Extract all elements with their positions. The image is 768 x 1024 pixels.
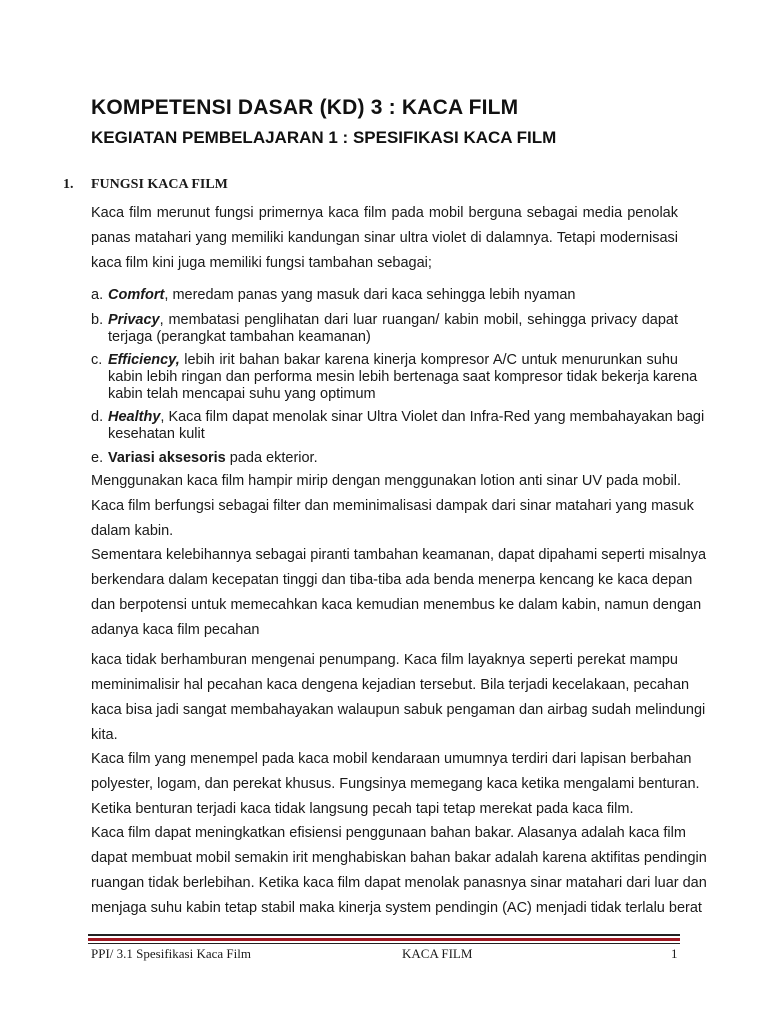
- list-term: Privacy: [108, 312, 160, 328]
- text-line: ruangan tidak berlebihan. Ketika kaca film dapat menolak panasnya sinar matahari dari luar dan: [91, 875, 707, 891]
- list-item-efficiency: [91, 352, 698, 403]
- text-line: panas matahari yang memiliki kandungan sinar ultra violet di dalamnya. Tetapi modernisasi: [91, 230, 678, 246]
- section-number: 1.: [63, 177, 74, 192]
- list-item-variasi: [91, 450, 678, 467]
- text-line: Menggunakan kaca film hampir mirip dengan menggunakan lotion anti sinar UV pada mobil.: [91, 473, 682, 489]
- text-line: dan berpotensi untuk memecahkan kaca kemudian menembus ke dalam kabin, namun dengan: [91, 597, 702, 613]
- list-marker: d.: [91, 409, 104, 425]
- footer-rule: [88, 934, 680, 936]
- footer-chapter-title: KACA FILM: [402, 946, 473, 961]
- text-line: meminimalisir hal pecahan kaca dengena kejadian tersebut. Bila terjadi kecelakaan, pecahan: [91, 677, 690, 693]
- list-marker: c.: [91, 352, 103, 368]
- list-text: , membatasi penglihatan dari luar ruangan/ kabin mobil, sehingga privacy dapat: [159, 312, 678, 328]
- page-title: KOMPETENSI DASAR (KD) 3 : KACA FILM: [91, 96, 519, 119]
- text-line: kaca film kini juga memiliki fungsi tambahan sebagai;: [91, 255, 432, 271]
- text-line: kaca tidak berhamburan mengenai penumpang. Kaca film layaknya seperti perekat mampu: [91, 652, 678, 668]
- text-line: dalam kabin.: [91, 523, 174, 539]
- text-line: adanya kaca film pecahan: [91, 622, 260, 638]
- text-line: Sementara kelebihannya sebagai piranti tambahan keamanan, dapat dipahami seperti misalnya: [91, 547, 707, 563]
- intro-paragraph: [91, 201, 678, 276]
- list-text: , Kaca film dapat menolak sinar Ultra Violet dan Infra-Red yang membahayakan bagi: [160, 409, 705, 425]
- list-text: kesehatan kulit: [108, 426, 205, 442]
- list-item-privacy: [91, 312, 678, 346]
- list-text: , meredam panas yang masuk dari kaca sehingga lebih nyaman: [164, 287, 576, 303]
- footer-rule: [88, 943, 680, 944]
- section-title: FUNGSI KACA FILM: [91, 177, 228, 192]
- text-line: Kaca film berfungsi sebagai filter dan meminimalisasi dampak dari sinar matahari yang masuk: [91, 498, 694, 514]
- text-line: Kaca film dapat meningkatkan efisiensi penggunaan bahan bakar. Alasanya adalah kaca film: [91, 825, 686, 841]
- paragraph: [91, 469, 694, 544]
- footer-document-code: PPI/ 3.1 Spesifikasi Kaca Film: [91, 946, 251, 961]
- list-text: kabin lebih ringan dan performa mesin lebih bertenaga saat kompresor tidak bekerja karena: [108, 369, 698, 385]
- list-marker: b.: [91, 312, 104, 328]
- paragraph: [91, 543, 707, 643]
- list-text: lebih irit bahan bakar karena kinerja kompresor A/C untuk menurunkan suhu: [179, 352, 678, 368]
- list-text: pada ekterior.: [225, 450, 318, 466]
- text-line: kaca bisa jadi sangat membahayakan walaupun sabuk pengaman dan airbag sudah melindungi: [91, 702, 706, 718]
- page-subtitle: KEGIATAN PEMBELAJARAN 1 : SPESIFIKASI KACA FILM: [91, 128, 557, 147]
- list-text: terjaga (perangkat tambahan keamanan): [108, 329, 371, 345]
- list-marker: e.: [91, 450, 104, 466]
- text-line: polyester, logam, dan perekat khusus. Fungsinya memegang kaca ketika mengalami benturan.: [91, 776, 700, 792]
- paragraph: [91, 747, 700, 822]
- paragraph: [91, 821, 707, 921]
- list-term: Variasi aksesoris: [108, 450, 226, 466]
- list-item-comfort: [91, 287, 678, 304]
- text-line: Kaca film yang menempel pada kaca mobil kendaraan umumnya terdiri dari lapisan berbahan: [91, 751, 692, 767]
- list-term: Efficiency,: [108, 352, 180, 368]
- page-number: 1: [671, 946, 678, 961]
- list-text: kabin telah mencapai suhu yang optimum: [108, 386, 376, 402]
- footer-rule-accent: [88, 938, 680, 941]
- list-marker: a.: [91, 287, 104, 303]
- list-term: Healthy: [108, 409, 161, 425]
- text-line: berkendara dalam kecepatan tinggi dan tiba-tiba ada benda menerpa kencang ke kaca depan: [91, 572, 693, 588]
- list-item-healthy: [91, 409, 705, 443]
- text-line: dapat membuat mobil semakin irit menghabiskan bahan bakar adalah karena aktifitas pendingin: [91, 850, 707, 866]
- text-line: Kaca film merunut fungsi primernya kaca film pada mobil berguna sebagai media penolak: [91, 205, 678, 221]
- text-line: Ketika benturan terjadi kaca tidak langsung pecah tapi tetap merekat pada kaca film.: [91, 801, 634, 817]
- text-line: kita.: [91, 727, 118, 743]
- list-term: Comfort: [108, 287, 165, 303]
- paragraph: [91, 648, 706, 748]
- text-line: menjaga suhu kabin tetap stabil maka kinerja system pendingin (AC) menjadi tidak terlalu berat: [91, 900, 702, 916]
